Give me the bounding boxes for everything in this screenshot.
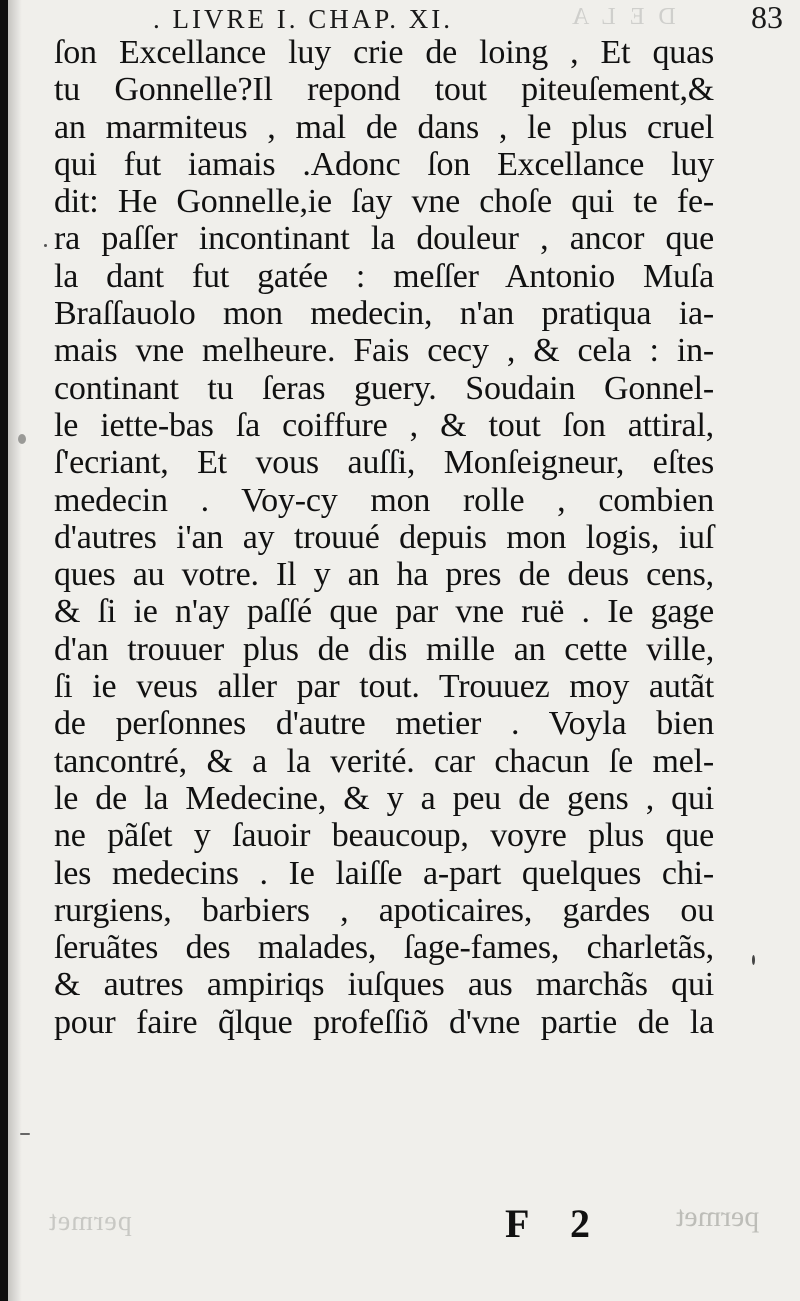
text-line: & autres ampiriqs iuſques aus marchãs qui	[54, 966, 714, 1004]
ink-speck	[18, 434, 26, 444]
text-line: les medecins . Ie laiſſe a-part quelques chi-	[54, 854, 714, 892]
text-line: dit: He Gonnelle,ie ſay vne choſe qui te fe-	[54, 183, 714, 221]
show-through-catchword: permet	[48, 1206, 132, 1237]
signature-mark: F 2	[505, 1201, 606, 1246]
catchword: permet	[676, 1200, 760, 1233]
ink-speck	[44, 244, 47, 247]
book-page	[8, 0, 800, 1301]
running-head-title: . LIVRE I. CHAP. XI.	[153, 4, 453, 34]
ink-speck	[752, 955, 755, 965]
running-head	[153, 2, 793, 36]
text-line: ra paſſer incontinant la douleur , ancor que	[54, 220, 714, 258]
text-line: le de la Medecine, & y a peu de gens , qui	[54, 779, 714, 817]
body-text	[54, 34, 714, 1041]
text-line: an marmiteus , mal de dans , le plus cruel	[54, 108, 714, 146]
ink-speck	[20, 1133, 30, 1135]
text-line: & ſi ie n'ay paſſé que par vne ruë . Ie gage	[54, 593, 714, 631]
text-line: Braſſauolo mon medecin, n'an pratiqua ia-	[54, 295, 714, 333]
text-line: tu Gonnelle?Il repond tout piteuſement,&	[54, 71, 714, 109]
text-line: ſi ie veus aller par tout. Trouuez moy autãt	[54, 668, 714, 706]
text-line: ſon Excellance luy crie de loing , Et quas	[54, 34, 714, 71]
text-line: de perſonnes d'autre metier . Voyla bien	[54, 705, 714, 743]
text-line: d'autres i'an ay trouué depuis mon logis, iuſ	[54, 518, 714, 556]
text-line: ne pãſet y ſauoir beaucoup, voyre plus que	[54, 817, 714, 855]
text-line: le iette-bas ſa coiffure , & tout ſon attiral,	[54, 406, 714, 444]
page-number: 83	[751, 0, 783, 35]
text-line: ques au votre. Il y an ha pres de deus cens,	[54, 556, 714, 594]
text-line: rurgiens, barbiers , apoticaires, gardes ou	[54, 891, 714, 929]
text-line: d'an trouuer plus de dis mille an cette ville,	[54, 630, 714, 668]
text-line: tancontré, & a la verité. car chacun ſe mel-	[54, 742, 714, 780]
text-line: la dant fut gatée : meſſer Antonio Muſa	[54, 257, 714, 295]
text-line: medecin . Voy-cy mon rolle , combien	[54, 481, 714, 519]
text-line: ſeruãtes des malades, ſage-fames, charletãs,	[54, 929, 714, 967]
text-line: pour faire q̃lque profeſſiõ d'vne partie de la	[54, 1003, 714, 1041]
text-line: qui fut iamais .Adonc ſon Excellance luy	[54, 145, 714, 183]
gutter-shadow	[8, 0, 22, 1301]
text-line: continant tu ſeras guery. Soudain Gonnel-	[54, 369, 714, 407]
text-line: mais vne melheure. Fais cecy , & cela : in-	[54, 332, 714, 370]
text-line: ſ'ecriant, Et vous auſſi, Monſeigneur, eſtes	[54, 444, 714, 482]
show-through-text: D E L A	[568, 4, 676, 30]
